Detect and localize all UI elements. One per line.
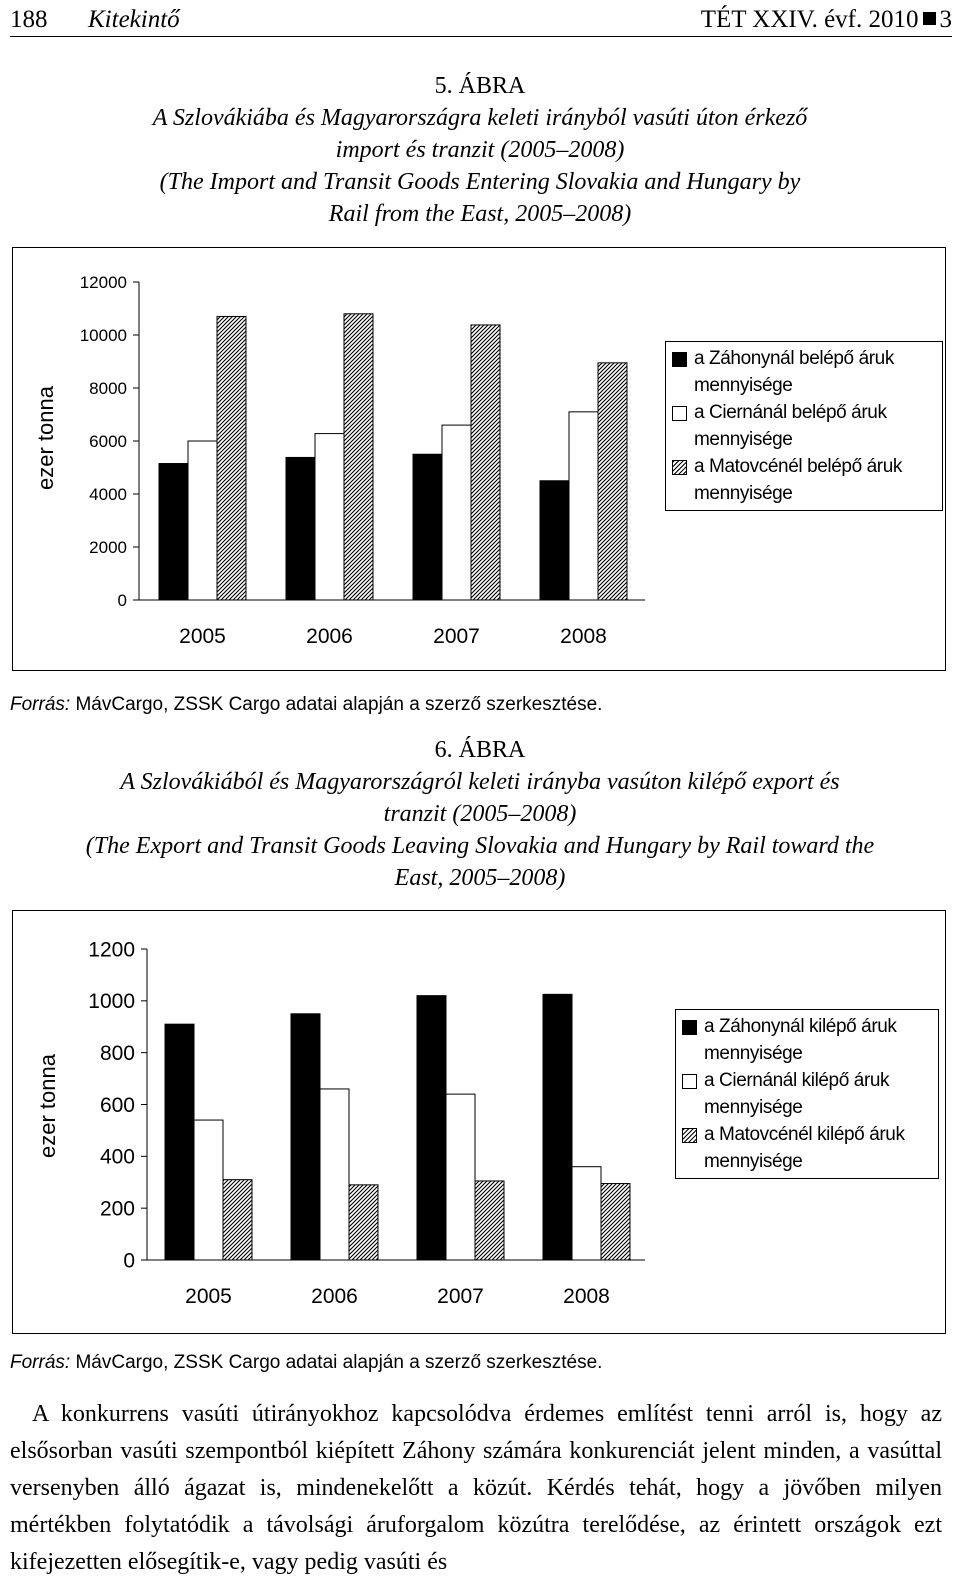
source-label: Forrás: (10, 694, 71, 715)
y-tick-label: 0 (123, 1249, 135, 1273)
journal-name: TÉT XXIV. évf. 2010 (700, 6, 919, 33)
x-category-label: 2007 (433, 625, 480, 648)
bar-white-2008 (569, 412, 598, 600)
figure6-title-hu: A Szlovákiából és Magyarországról keleti irányba vasúton kilépő export és tranzit (2005–2008) (120, 769, 840, 827)
source-label: Forrás: (10, 1352, 71, 1373)
x-category-label: 2006 (306, 625, 353, 648)
x-category-label: 2007 (437, 1285, 484, 1308)
source-text: MávCargo, ZSSK Cargo adatai alapján a szerző szerkesztése. (75, 694, 603, 715)
y-tick-label: 400 (99, 1145, 135, 1169)
figure6-chart (12, 910, 946, 1334)
figure5-number: 5. ÁBRA (434, 73, 526, 99)
bar-black-2006 (286, 457, 315, 600)
bar-white-2005 (188, 441, 217, 600)
y-tick-label: 8000 (89, 378, 127, 398)
bar-hatch-2007 (475, 1181, 504, 1260)
x-category-label: 2005 (179, 625, 226, 648)
bar-white-2008 (572, 1167, 601, 1260)
bar-white-2007 (446, 1094, 475, 1260)
figure5-legend (665, 341, 943, 511)
bar-white-2005 (194, 1120, 223, 1260)
bar-white-2006 (315, 434, 344, 600)
bar-hatch-2006 (344, 314, 373, 600)
figure6-number: 6. ÁBRA (434, 737, 526, 763)
body-paragraph: A konkurrens vasúti útirányokhoz kapcsolódva érdemes említést tenni arról is, hogy az elsősorban vasúti szempontból kiépített Záhony számára konkurenciát jelent minden, a vasúttal versenyben álló ágazat is, mindenekelőtt a közút. Kérdés tehát, hogy a jövőben milyen mértékben folytatódik a távolsági áruforgalom közútra terelődése, az érintett országok ezt kifejezetten elősegítik-e, vagy pedig vasúti és (10, 1401, 942, 1575)
bar-hatch-2006 (349, 1185, 378, 1260)
bar-hatch-2007 (471, 325, 500, 600)
square-bullet-icon (923, 12, 936, 25)
x-category-label: 2008 (563, 1285, 610, 1308)
legend-swatch-black (682, 1020, 697, 1035)
running-header (10, 6, 952, 37)
legend-item-zahony (676, 1013, 938, 1067)
y-tick-label: 600 (99, 1093, 135, 1117)
legend-swatch-white (672, 406, 687, 421)
bar-black-2005 (165, 1024, 194, 1260)
legend-item-cierna (676, 1067, 938, 1121)
figure5-title-en: (The Import and Transit Goods Entering Slovakia and Hungary by Rail from the East, 2005–2008) (159, 169, 801, 227)
journal-info (701, 6, 952, 34)
y-tick-label: 4000 (89, 484, 127, 504)
legend-swatch-hatched (672, 460, 687, 475)
bar-black-2006 (291, 1014, 320, 1260)
section-name: Kitekintő (88, 6, 180, 33)
x-category-label: 2006 (311, 1285, 358, 1308)
bar-black-2008 (540, 481, 569, 600)
bar-black-2005 (159, 464, 188, 600)
figure5-caption (0, 70, 960, 230)
bar-hatch-2008 (601, 1184, 630, 1260)
y-axis-label: ezer tonna (35, 1054, 60, 1158)
legend-label: a Matovcénél belépő áruk mennyisége (694, 456, 902, 504)
y-tick-label: 12000 (79, 272, 127, 292)
y-tick-label: 1000 (88, 990, 135, 1014)
source-text: MávCargo, ZSSK Cargo adatai alapján a szerző szerkesztése. (75, 1352, 603, 1373)
x-category-label: 2005 (185, 1285, 232, 1308)
y-axis-label: ezer tonna (33, 386, 58, 490)
y-tick-label: 10000 (79, 325, 127, 345)
figure6-caption (0, 734, 960, 894)
y-tick-label: 200 (99, 1197, 135, 1221)
figure5-chart (12, 247, 946, 671)
legend-label: a Ciernánál kilépő áruk mennyisége (704, 1070, 890, 1118)
legend-item-cierna (666, 399, 942, 453)
legend-swatch-black (672, 352, 687, 367)
legend-swatch-white (682, 1074, 697, 1089)
legend-label: a Matovcénél kilépő áruk mennyisége (704, 1124, 905, 1172)
legend-item-matovce (676, 1121, 938, 1175)
bar-white-2006 (320, 1089, 349, 1260)
y-tick-label: 800 (99, 1042, 135, 1066)
page-number: 188 (10, 6, 48, 33)
legend-item-matovce (666, 453, 942, 507)
figure5-title-hu: A Szlovákiába és Magyarországra keleti irányból vasúti úton érkező import és tranzit (2005–2008) (152, 105, 808, 163)
legend-label: a Ciernánál belépő áruk mennyisége (694, 402, 887, 450)
bar-hatch-2005 (217, 316, 246, 600)
y-tick-label: 2000 (89, 537, 127, 557)
issue-number: 3 (939, 6, 952, 33)
figure5-source (10, 694, 602, 716)
figure6-source (10, 1352, 602, 1374)
bar-white-2007 (442, 425, 471, 600)
bar-hatch-2005 (223, 1180, 252, 1260)
legend-item-zahony (666, 345, 942, 399)
x-category-label: 2008 (560, 625, 607, 648)
legend-label: a Záhonynál kilépő áruk mennyisége (704, 1016, 897, 1064)
bar-black-2008 (543, 994, 572, 1260)
y-tick-label: 0 (117, 590, 127, 610)
y-tick-label: 6000 (89, 431, 127, 451)
legend-swatch-hatched (682, 1128, 697, 1143)
bar-hatch-2008 (598, 363, 627, 600)
y-tick-label: 1200 (88, 938, 135, 962)
figure6-legend (675, 1009, 939, 1179)
bar-black-2007 (417, 996, 446, 1260)
bar-black-2007 (413, 454, 442, 600)
figure6-title-en: (The Export and Transit Goods Leaving Slovakia and Hungary by Rail toward the East, 2005–2008) (85, 833, 875, 891)
legend-label: a Záhonynál belépő áruk mennyisége (694, 348, 894, 396)
